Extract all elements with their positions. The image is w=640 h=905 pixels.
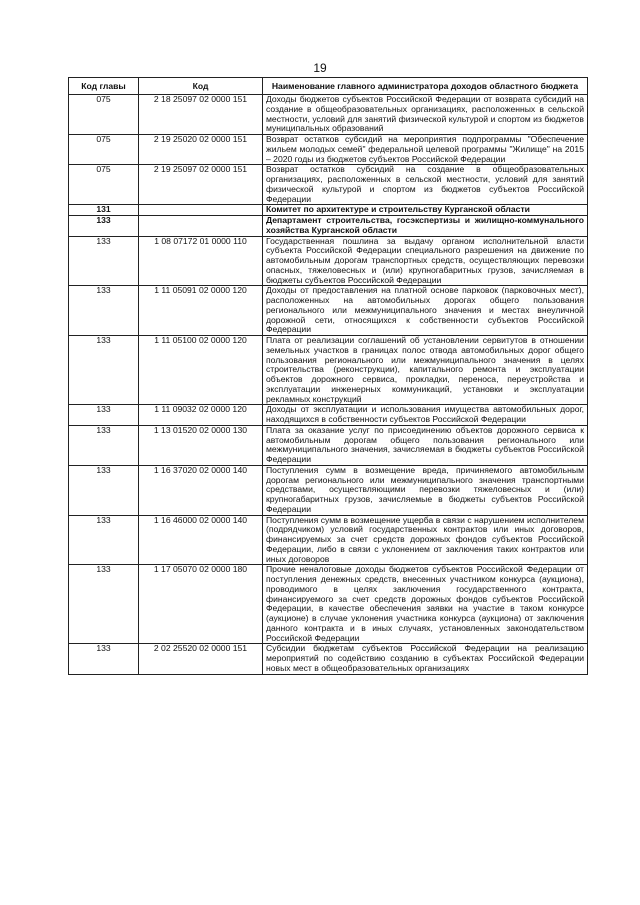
header-administrator-name: Наименование главного администратора доходов областного бюджета — [263, 78, 588, 95]
chapter-code-cell: 131 — [69, 205, 139, 216]
table-row — [69, 236, 588, 286]
header-chapter-code: Код главы — [69, 78, 139, 95]
chapter-code-cell: 133 — [69, 216, 139, 237]
revenue-code-cell: 1 17 05070 02 0000 180 — [139, 565, 263, 644]
table-row — [69, 165, 588, 205]
table-row — [69, 95, 588, 135]
revenue-name-cell: Доходы от эксплуатации и использования имущества автомобильных дорог, находящихся в собственности субъектов Российской Федерации — [263, 405, 588, 426]
revenue-name-cell: Возврат остатков субсидий на создание в общеобразовательных организациях, расположенных в сельской местности, условий для занятий физической культурой и спортом из бюджетов субъектов Российской Федерации — [263, 165, 588, 205]
revenue-name-cell: Доходы от предоставления на платной основе парковок (парковочных мест), расположенных на автомобильных дорогах общего пользования регионального или межмуниципального значения и местах внеуличной дорожной сети, относящихся к собственности субъектов Российской Федерации — [263, 286, 588, 336]
page-number: 19 — [313, 61, 327, 75]
revenue-name-cell: Прочие неналоговые доходы бюджетов субъектов Российской Федерации от поступления денежных средств, внесенных участником конкурса (аукциона), проводимого в целях заключения государственного контракта, финансируемого за счет средств дорожных фондов субъектов Российской Федерации, в качестве обеспечения заявки на участие в таком конкурсе (аукционе) в случае уклонения участника конкурса (аукциона) от заключения данного контракта и в иных случаях, установленных законодательством Российской Федерации — [263, 565, 588, 644]
table-row — [69, 515, 588, 565]
revenue-name-cell: Доходы бюджетов субъектов Российской Федерации от возврата субсидий на создание в общеобразовательных организациях, расположенных в сельской местности, условий для занятий физической культурой и спортом из бюджетов муниципальных образований — [263, 95, 588, 135]
chapter-code-cell: 133 — [69, 425, 139, 465]
revenue-code-cell: 1 16 46000 02 0000 140 — [139, 515, 263, 565]
header-code: Код — [139, 78, 263, 95]
revenue-name-cell: Возврат остатков субсидий на мероприятия подпрограммы "Обеспечение жильем молодых семей" федеральной целевой программы "Жилище" на 2015 – 2020 годы из бюджетов субъектов Российской Федерации — [263, 135, 588, 165]
table-row — [69, 336, 588, 405]
table-row — [69, 465, 588, 515]
revenue-name-cell: Государственная пошлина за выдачу органом исполнительной власти субъекта Российской Федерации специального разрешения на движение по автомобильным дорогам транспортных средств, осуществляющих перевозки опасных, тяжеловесных и (или) крупногабаритных грузов, зачисляемая в бюджеты субъектов Российской Федерации — [263, 236, 588, 286]
revenue-name-cell: Плата за оказание услуг по присоединению объектов дорожного сервиса к автомобильным дорогам общего пользования регионального или межмуниципального значения, зачисляемая в бюджеты субъектов Российской Федерации — [263, 425, 588, 465]
revenue-code-cell: 2 18 25097 02 0000 151 — [139, 95, 263, 135]
chapter-code-cell: 133 — [69, 515, 139, 565]
department-row — [69, 216, 588, 237]
table-row — [69, 286, 588, 336]
revenue-code-cell: 1 13 01520 02 0000 130 — [139, 425, 263, 465]
revenue-name-cell: Поступления сумм в возмещение ущерба в связи с нарушением исполнителем (подрядчиком) условий государственных контрактов или иных договоров, финансируемых за счет средств дорожных фондов субъектов Российской Федерации, либо в связи с уклонением от заключения таких контрактов или иных договоров — [263, 515, 588, 565]
revenue-code-cell: 1 16 37020 02 0000 140 — [139, 465, 263, 515]
chapter-code-cell: 133 — [69, 405, 139, 426]
chapter-code-cell: 133 — [69, 465, 139, 515]
chapter-code-cell: 133 — [69, 236, 139, 286]
revenue-code-cell: 1 11 09032 02 0000 120 — [139, 405, 263, 426]
revenue-code-cell — [139, 216, 263, 237]
department-row — [69, 205, 588, 216]
revenue-administrators-table — [68, 77, 588, 675]
chapter-code-cell: 075 — [69, 165, 139, 205]
chapter-code-cell: 075 — [69, 95, 139, 135]
revenue-code-cell: 1 11 05091 02 0000 120 — [139, 286, 263, 336]
revenue-name-cell: Департамент строительства, госэкспертизы и жилищно-коммунального хозяйства Курганской области — [263, 216, 588, 237]
revenue-name-cell: Субсидии бюджетам субъектов Российской Федерации на реализацию мероприятий по содействию созданию в субъектах Российской Федерации новых мест в общеобразовательных организациях — [263, 644, 588, 674]
chapter-code-cell: 075 — [69, 135, 139, 165]
table-row — [69, 135, 588, 165]
table-row — [69, 644, 588, 674]
table-body — [69, 95, 588, 675]
revenue-name-cell: Поступления сумм в возмещение вреда, причиняемого автомобильным дорогам регионального или межмуниципального значения транспортными средствами, осуществляющими перевозки тяжеловесных и (или) крупногабаритных грузов, зачисляемые в бюджеты субъектов Российской Федерации — [263, 465, 588, 515]
chapter-code-cell: 133 — [69, 644, 139, 674]
revenue-code-cell: 2 19 25020 02 0000 151 — [139, 135, 263, 165]
chapter-code-cell: 133 — [69, 565, 139, 644]
revenue-code-cell: 1 08 07172 01 0000 110 — [139, 236, 263, 286]
table-header-row — [69, 78, 588, 95]
revenue-name-cell: Комитет по архитектуре и строительству Курганской области — [263, 205, 588, 216]
table-row — [69, 565, 588, 644]
revenue-code-cell: 1 11 05100 02 0000 120 — [139, 336, 263, 405]
chapter-code-cell: 133 — [69, 336, 139, 405]
table-row — [69, 425, 588, 465]
revenue-code-cell: 2 02 25520 02 0000 151 — [139, 644, 263, 674]
table-row — [69, 405, 588, 426]
chapter-code-cell: 133 — [69, 286, 139, 336]
revenue-code-cell — [139, 205, 263, 216]
revenue-name-cell: Плата от реализации соглашений об установлении сервитутов в отношении земельных участков в границах полос отвода автомобильных дорог общего пользования регионального или межмуниципального значения в целях строительства (реконструкции), капитального ремонта и эксплуатации объектов дорожного сервиса, прокладки, переноса, переустройства и эксплуатации инженерных коммуникаций, установки и эксплуатации рекламных конструкций — [263, 336, 588, 405]
revenue-code-cell: 2 19 25097 02 0000 151 — [139, 165, 263, 205]
